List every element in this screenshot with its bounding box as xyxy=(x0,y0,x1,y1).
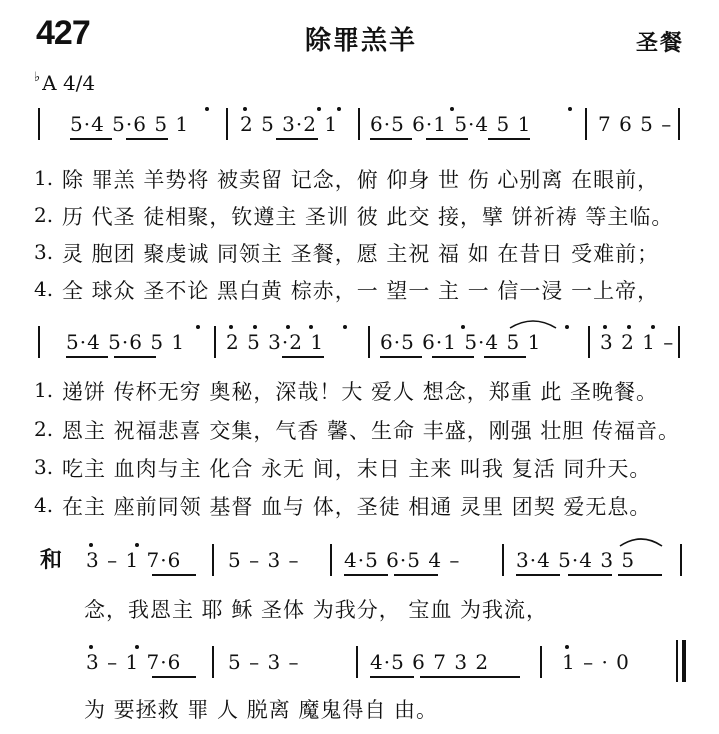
beam xyxy=(426,138,468,140)
barline xyxy=(588,326,590,358)
beam xyxy=(152,574,196,576)
refrain-measure-2: 5 – 3 – xyxy=(228,548,300,572)
barline xyxy=(214,326,216,358)
high-octave-dot xyxy=(89,645,93,649)
barline xyxy=(212,544,214,576)
hymn-number: 427 xyxy=(36,14,90,52)
refrain-measure-6: 5 – 3 – xyxy=(228,650,300,674)
high-octave-dot xyxy=(565,325,569,329)
high-octave-dot xyxy=(651,325,655,329)
refrain-label: 和 xyxy=(40,548,63,573)
beam xyxy=(70,138,112,140)
beam xyxy=(568,574,612,576)
flat-sign: ♭ xyxy=(34,70,41,85)
beam xyxy=(126,138,168,140)
final-barline-thin xyxy=(676,640,678,682)
high-octave-dot xyxy=(461,325,465,329)
verse-number: 1. xyxy=(34,166,54,190)
beam xyxy=(276,138,318,140)
measure-2-1: 5·4 5·6 5 1 xyxy=(66,330,186,354)
key-and-time: A 4/4 xyxy=(42,71,96,95)
beam xyxy=(370,138,412,140)
verse-lyrics: 吃主 血肉与主 化合 永无 间，末日 主来 叫我 复活 同升天。 xyxy=(62,457,652,481)
beam xyxy=(370,676,414,678)
beam xyxy=(488,138,530,140)
high-octave-dot xyxy=(317,107,321,111)
high-octave-dot xyxy=(253,325,257,329)
refrain-measure-8: 1 – · 0 xyxy=(562,650,630,674)
beam xyxy=(66,356,108,358)
beam xyxy=(282,356,324,358)
barline xyxy=(585,108,587,140)
high-octave-dot xyxy=(565,645,569,649)
verse-lyrics: 除 罪羔 羊势将 被卖留 记念，俯 仰身 世 伤 心别离 在眼前， xyxy=(62,168,660,192)
refrain-measure-4: 3·4 5·4 3 5 xyxy=(516,548,636,572)
barline xyxy=(502,544,504,576)
high-octave-dot xyxy=(196,325,200,329)
beam xyxy=(432,356,474,358)
verse-number: 2. xyxy=(34,203,54,227)
high-octave-dot xyxy=(309,325,313,329)
refrain-lyrics-1: 念，我恩主 耶 稣 圣体 为我分， 宝血 为我流， xyxy=(84,598,549,622)
measure-1-3: 6·5 6·1 5·4 5 1 xyxy=(370,112,532,136)
barline xyxy=(680,544,682,576)
refrain-measure-3: 4·5 6·5 4 – xyxy=(344,548,461,572)
measure-1-1: 5·4 5·6 5 1 xyxy=(70,112,190,136)
verse-lyrics: 历 代圣 徒相聚，钦遵主 圣训 彼 此交 接，擘 饼祈祷 等主临。 xyxy=(62,205,674,229)
beam xyxy=(484,356,526,358)
verse-number: 1. xyxy=(34,378,54,402)
barline xyxy=(540,646,542,678)
barline xyxy=(226,108,228,140)
verse-number: 4. xyxy=(34,493,54,517)
hymn-category: 圣餐 xyxy=(636,31,685,56)
beam xyxy=(420,676,520,678)
barline xyxy=(678,108,680,140)
high-octave-dot xyxy=(135,543,139,547)
high-octave-dot xyxy=(603,325,607,329)
refrain-measure-1: 3 – 1 7·6 xyxy=(86,548,182,572)
barline xyxy=(212,646,214,678)
measure-1-2: 2 5 3·2 1 xyxy=(240,112,339,136)
verse-number: 3. xyxy=(34,455,54,479)
measure-2-4: 3 2 1 – xyxy=(600,330,675,354)
measure-1-4: 7 6 5 – xyxy=(598,112,673,136)
verse-lyrics: 灵 胞团 聚虔诚 同领主 圣餐，愿 主祝 福 如 在昔日 受难前； xyxy=(62,242,660,266)
beam xyxy=(380,356,422,358)
refrain-measure-7: 4·5 6 7 3 2 xyxy=(370,650,490,674)
measure-2-3: 6·5 6·1 5·4 5 1 xyxy=(380,330,542,354)
slur xyxy=(618,534,664,548)
barline xyxy=(368,326,370,358)
verse-lyrics: 全 球众 圣不论 黑白黄 棕赤，一 望一 主 一 信一浸 一上帝， xyxy=(62,279,660,303)
beam xyxy=(516,574,560,576)
slur xyxy=(508,316,558,330)
barline xyxy=(356,646,358,678)
high-octave-dot xyxy=(568,107,572,111)
high-octave-dot xyxy=(243,107,247,111)
high-octave-dot xyxy=(229,325,233,329)
beam xyxy=(394,574,438,576)
beam xyxy=(618,574,662,576)
barline xyxy=(330,544,332,576)
high-octave-dot xyxy=(450,107,454,111)
verse-lyrics: 恩主 祝福悲喜 交集，气香 馨、生命 丰盛，刚强 壮胆 传福音。 xyxy=(62,419,681,443)
high-octave-dot xyxy=(286,325,290,329)
refrain-measure-5: 3 – 1 7·6 xyxy=(86,650,182,674)
refrain-lyrics-2: 为 要拯救 罪 人 脱离 魔鬼得自 由。 xyxy=(84,698,439,722)
verse-number: 3. xyxy=(34,240,54,264)
beam xyxy=(344,574,388,576)
final-barline-thick xyxy=(682,640,686,682)
hymn-title: 除罪羔羊 xyxy=(305,26,418,56)
verse-lyrics: 递饼 传杯无穷 奥秘，深哉！大 爱人 想念，郑重 此 圣晚餐。 xyxy=(62,380,659,404)
high-octave-dot xyxy=(205,107,209,111)
beam xyxy=(114,356,156,358)
measure-2-2: 2 5 3·2 1 xyxy=(226,330,325,354)
high-octave-dot xyxy=(343,325,347,329)
high-octave-dot xyxy=(627,325,631,329)
verse-lyrics: 在主 座前同领 基督 血与 体，圣徒 相通 灵里 团契 爱无息。 xyxy=(62,495,652,519)
key-signature xyxy=(34,70,95,95)
high-octave-dot xyxy=(89,543,93,547)
barline xyxy=(678,326,680,358)
verse-number: 4. xyxy=(34,277,54,301)
barline xyxy=(358,108,360,140)
start-barline xyxy=(38,108,40,140)
high-octave-dot xyxy=(135,645,139,649)
beam xyxy=(152,676,196,678)
start-barline xyxy=(38,326,40,358)
verse-number: 2. xyxy=(34,417,54,441)
high-octave-dot xyxy=(337,107,341,111)
